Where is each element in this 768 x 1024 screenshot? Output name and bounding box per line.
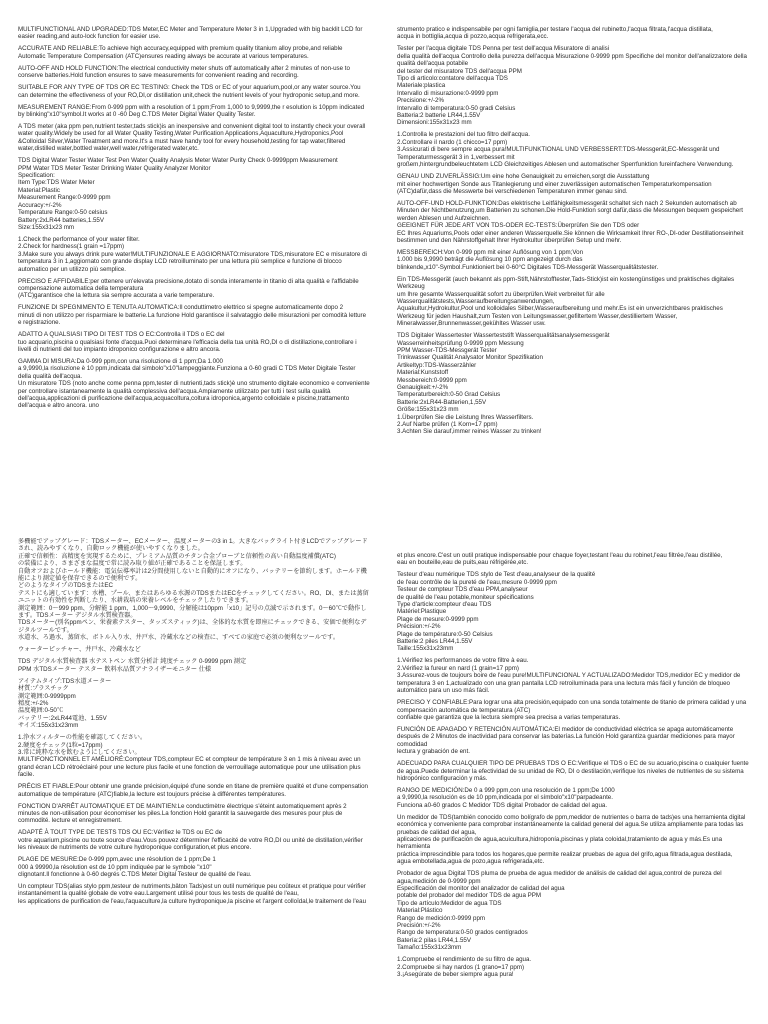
paragraph: TDS Digitaler Wassertester Wasserteststift Wasserqualitätsanalysemessgerät Wasserreinheitsprüfung 0-9999 ppm Messung PPM Wasser-TDS-Messgerät Tester Trinkwasser Qualität Analysator Monitor Spezifikation Artikeltyp:TDS-Wasserzähler Material:Kunststoff Messbereich:0-9999 ppm Genauigkeit:+/-2% Temperaturbereich:0-50 Grad Celsius Batterie:2xLR44-Batterien,1,55V Größe:155x31x23 mm 1.Überprüfen Sie die Leistung Ihres Wasserfilters. 2.Auf Narbe prüfen (1 Korn=17 ppm) 3.Achten Sie darauf,immer reines Wasser zu trinken! [397,332,610,436]
column-bottom-right [397,552,749,1018]
paragraph: MULTIFUNCTIONAL AND UPGRADED:TDS Meter,EC Meter and Temperature Meter 3 in 1,Upgraded with big backlit LCD for easier reading,and auto-lock function for easier use. [18,26,363,41]
column-bottom-left [18,538,370,1018]
paragraph: 1.Controlla le prestazioni del tuo filtro dell'acqua. 2.Controllare il nardo (1 chicco=17 ppm) 3.Assicurati di bere sempre acqua pura!MULTIFUNKTIONAL UND VERBESSERT:TDS-Messgerät,EC-Messgerät und Temperaturmessgerät 3 in 1,verbessert mit großem,hintergrundbeleuchtetem LCD Gleichzeitiges Ablesen und automatischer Sperrfunktion fureinfachere Verwendung. [397,131,734,169]
paragraph: A TDS meter (aka ppm pen,nutrient tester,tads stick)is an inexpensive and convenient digital tool to instantly check your overall water quality.Widely be used for all Water Quality Testing,Water Purification Applications,Aquaculture,Hydroponics,Pool &Colloidal Silver,Water Treatment and more.It's a must have handy tool for every household,testing for tap water,filtered water,distilled water,bottled water,well water,refrigerated water,etc. [18,123,366,153]
paragraph: RANGO DE MEDICIÓN:De 0 a 999 ppm,con una resolución de 1 ppm;De 1000 a 9,9990,la resolución es de 10 ppm,indicada por el símbolo"x10"parpadeante. Funciona a0-60 grados C Medidor TDS digital Probador de calidad del agua. [397,786,615,809]
paragraph: AUTO-OFF AND HOLD FUNCTION:The electrical conductivity meter shuts off automatically after 2 minutes of non-use to conserve batteries.Hold function ensures to save measurements for convenient reading and recording. [18,64,350,80]
column-top-right [397,26,749,526]
paragraph: MEASUREMENT RANGE:From 0-999 ppm with a resolution of 1 ppm;From 1,000 to 9,9999,the r esolution is 10ppm indicated by blinking"x10"symbol.It works at 0 -60 Deg C.TDS Meter Digital Water Quality Tester. [18,103,365,119]
paragraph: ウォーターピッチャー、井戸水、冷蔵水など [18,646,141,654]
paragraph: MESSBEREICH:Von 0-999 ppm mit einer Auflösung von 1 ppm;Von 1.000 bis 9,9990 beträgt die Auflösung 10 ppm angezeigt durch das blinkende„x10"-Symbol.Funktioniert bei 0-60°C Digitales TDS-Messgerät Wasserqualitätstester. [397,248,659,271]
paragraph: Un medidor de TDS(también conocido como bolígrafo de ppm,medidor de nutrientes o barra de tads)es una herramienta digital económica y conveniente para comprobar instantáneamente la calidad general del agua.Se utiliza ampliamente para todas las pruebas de calidad del agua, aplicaciones de purificación de agua,acuicultura,hidroponía,piscinas y plata coloidal,tratamiento de agua y más.Es una herramienta práctica imprescindible para todos los hogares,que permite realizar pruebas de agua del grifo,agua filtrada,agua destilada, agua embotellada,agua de pozo,agua refrigerada,etc. [397,813,746,866]
paragraph: 1.Compruebe el rendimiento de su filtro de agua. 2.Compruebe si hay nardos (1 grano=17 ppm) 3.¡Asegúrate de beber siempre agua pura! [397,956,532,979]
column-top-left [18,26,370,526]
paragraph: ACCURATE AND RELIABLE:To achieve high accuracy,equipped with premium quality titanium alloy probe,and reliable Automatic Temperature Compensation (ATC)ensures reading always be accurate at various temperatures. [18,45,343,60]
paragraph: ADATTO A QUALSIASI TIPO DI TEST TDS O EC:Controlla il TDS o EC del tuo acquario,piscina o qualsiasi fonte d'acqua.Puoi determinare l'efficacia della tua unità RO,DI o di distillazione,controllare i livelli di nutrienti del tuo impianto idroponico configurazione e altro ancora. [18,331,357,353]
paragraph: GAMMA DI MISURA:Da 0-999 ppm,con una risoluzione di 1 ppm;Da 1.000 a 9,9990,la risoluzione è 10 ppm,indicata dal simbolo"x10"lampeggiante.Funziona a 0-60 gradi C TDS Meter Digitale Tester della qualità dell'acqua. Un misuratore TDS (noto anche come penna ppm,tester di nutrienti,tads stick)è uno strumento digitale economico e conveniente per controllare istantaneamente la qualità complessiva dell'acqua.Ampiamente utilizzato per tutti i test sulla qualità dell'acqua,applicazioni di purificazione dell'acqua,acquacoltura,coltura idroponica,argento colloidale e piscine,trattamento dell'acqua e altro ancora. uno [18,357,370,410]
paragraph: 1.Vérifiez les performances de votre filtre à eau. 2.Vérifiez la fureur en nard (1 grain=17 ppm) 3.Assurez-vous de toujours boire de l'eau pure!MULTIFUNCIONAL Y ACTUALIZADO:Medidor TDS,medidor EC y medidor de temperatura 3 en 1,actualizado con una gran pantalla LCD retroiluminada para una lectura más fácil y función de bloqueo automático para un uso más fácil. [397,657,741,695]
paragraph: FONCTION D'ARRÊT AUTOMATIQUE ET DE MAINTIEN:Le conductimètre électrique s'éteint automatiquement après 2 minutes de non-utilisation pour économiser les piles.La fonction Hold garantit la sauvegarde des mesures pour plus de commodité. lecture et enregistrement. [18,802,347,825]
paragraph: PRÉCIS ET FIABLE:Pour obtenir une grande précision,équipé d'une sonde en titane de première qualité et d'une compensation automatique de température (ATC)fiable,la lecture est toujours précise à différentes températures. [18,783,369,798]
paragraph: PRECISO E AFFIDABILE:per ottenere un'elevata precisione,dotato di sonda interamente in titanio di alta qualità e l'affidabile compensazione automatica della temperatura (ATC)garantisce che la lettura sia sempre accurata a varie temperature. [18,277,359,300]
paragraph: Probador de agua Digital TDS pluma de prueba de agua medidor de análisis de calidad del agua,control de pureza del agua,medición de 0-9999 ppm Especificación del monitor del analizador de calidad del agua potable del probador del medidor TDS de agua PPM Tipo de artículo:Medidor de agua TDS Material:Plástico Rango de medición:0-9999 ppm Precisión:+/-2% Rango de temperatura:0-50 grados centígrados Batería:2 pilas LR44,1.55V Tamaño:155x31x23mm [397,870,722,952]
paragraph: AUTO-OFF-UND HOLD-FUNKTION:Das elektrische Leitfähigkeitsmessgerät schaltet sich nach 2 Sekunden automatisch ab Minuten der Nichtbenutzung,um Batterien zu schonen.Die Hold-Funktion sorgt dafür,dass die Messungen bequem gespeichert werden Ablesen und Aufzeichnen. GEEIGNET FÜR JEDE ART VON TDS-ODER EC-TESTS:Überprüfen Sie den TDS oder EC Ihres Aquariums,Pools oder einer anderen Wasserquelle.Sie können die Wirksamkeit Ihrer RO-,DI-oder Destillationseinheit bestimmen und den Nährstoffgehalt Ihrer Hydrokultur überprüfen Setup und mehr. [397,199,744,244]
paragraph: ADAPTÉ À TOUT TYPE DE TESTS TDS OU EC:Vérifiez le TDS ou EC de votre aquarium,piscine ou toute source d'eau.Vous pouvez déterminer l'efficacité de votre RO,DI ou unité de distillation,vérifier les niveaux de nutriments de votre culture hydroponique configuration,et plus encore. [18,829,363,852]
paragraph: Un compteur TDS(alias stylo ppm,testeur de nutriments,bâton Tads)est un outil numérique peu coûteux et pratique pour vérifier instantanément la qualité globale de votre eau.Largement utilisé pour tous les tests de qualité de l'eau, les applications de purification de l'eau,l'aquaculture,la culture hydroponique,la piscine et l'argent colloïdal,le traitement de l'eau [18,883,367,905]
paragraph: 多機能でアップグレード：TDSメーター、ECメーター、温度メーターの3 in 1。大きなバックライト付きLCDでアップグレードされ、読みやすくなり、自動ロック機能が使いやすくなりました。 正確で信頼性：高精度を実現するために、プレミアム品質のチタン合金プローブと信頼性の高い自動温度補償(ATC) の装備により、さまざまな温度で常に読み取り値が正確であることを保証します。 自動オフおよびホールド機能：電気伝導率計は2分間使用しないと自動的にオフになり、バッテリーを節約します。ホールド機能により測定値を保存できるので便利です。 どのようなタイプのTDSまたはEC テストにも適しています：水槽、プール、またはあらゆる水源のTDSまたはECをチェックしてください。RO、DI、または蒸留ユニットの有効性を判断したり、水耕栽培の栄養レベルをチェックしたりできます。 測定範囲：0～999 ppm、分解能 1 ppm、1,000～9,9990、分解能は10ppm「x10」記号の点滅で示されます。0～60℃で動作します。TDSメーター デジタル水質検査器。 TDSメーター(別名ppmペン、栄養素テスター、タッズスティック)は、全体的な水質を即座にチェックできる、安価で便利なデジタルツールです。 水道水、ろ過水、蒸留水、ボトル入り水、井戸水、冷蔵水などの検査に、すべての家庭で必須の便利なツールです。 [18,538,369,642]
paragraph: アイテムタイプ:TDS水道メーター 材質:プラスチック 測定範囲:0-9999ppm 精度:+/-2% 温度範囲:0-50℃ バッテリー:2xLR44電池、1.55V サイズ:155x31x23mm [18,677,112,730]
paragraph: SUITABLE FOR ANY TYPE OF TDS OR EC TESTING: Check the TDS or EC of your aquarium,pool,or any water source.You can determine the effectiveness of your RO,DI,or distillation unit,check the nutrient levels of your hydroponic setup,and more. [18,84,361,99]
paragraph: FUNCIÓN DE APAGADO Y RETENCIÓN AUTOMÁTICA:El medidor de conductividad eléctrica se apaga automáticamente después de 2 Minutos de inactividad para conservar las baterías.La función Hold garantiza guardar mediciones para mayor comodidad lectura y grabación de ent. [397,725,735,756]
paragraph: 1.浄水フィルターの性能を確認してください。 2.硬度をチェック(1粒=17ppm) 3.常に純粋な水を飲むようにしてください。 MULTIFONCTIONNEL ET AMÉLIORÉ:Compteur TDS,compteur EC et compteur de température 3 en 1 mis à niveau avec un grand écran LCD rétroéclairé pour une lecture plus facile et une fonction de verrouillage automatique pour une utilisation plus facile. [18,734,361,779]
paragraph: FUNZIONE DI SPEGNIMENTO E TENUTA AUTOMATICA:Il conduttimetro elettrico si spegne automaticamente dopo 2 minuti di non utilizzo per risparmiare le batterie.La funzione Hold garantisce il salvataggio delle misurazioni per comodità letture e registrazione. [18,304,367,327]
paragraph: TDS Digital Water Tester Water Test Pen Water Quality Analysis Meter Water Purity Check 0-9999ppm Measurement PPM Water TDS Meter Tester Drinking Water Quality Analyzer Monitor Specification: Item Type:TDS Water Meter Material:Plastic Measurement Range:0-9999 ppm Accuracy:+/-2% Temperature Range:0-50 celsius Battery:2xLR44 batteries,1.55V Size:155x31x23 mm [18,157,338,231]
paragraph: Testeur d'eau numérique TDS stylo de Test d'eau,analyseur de la qualité de l'eau contrôle de la pureté de l'eau,mesure 0-9999 ppm Testeur de compteur TDS d'eau PPM,analyseur de qualité de l'eau potable,moniteur spécifications Type d'article:compteur d'eau TDS Matériel:Plastique Plage de mesure:0-9999 ppm Précision:+/-2% Plage de température:0-50 Celsius Batterie:2 piles LR44,1.55V Taille:155x31x23mm [397,571,596,653]
paragraph: ADECUADO PARA CUALQUIER TIPO DE PRUEBAS TDS O EC:Verifique el TDS o EC de su acuario,piscina o cualquier fuente de agua.Puede determinar la efectividad de su unidad de RO, DI o destilación,verifique los niveles de nutrientes de su sistema hidropónico configuración y más. [397,760,749,782]
paragraph: Ein TDS-Messgerät (auch bekannt als ppm-Stift,Nährstofftester,Tads-Stick)ist ein kostengünstiges und praktisches digitales Werkzeug um Ihre gesamte Wasserqualität sofort zu überprüfen.Weit verbreitet für alle Wasserqualitätstests,Wasseraufbereitungsanwendungen, Aquakultur,Hydrokultur,Pool und kolloidales Silber,Wasseraufbereitung und mehr.Es ist ein unverzichtbares praktisches Werkzeug für jeden Haushalt,zum Testen von Leitungswasser,gefiltertem Wasser,destilliertem Wasser, Mineralwasser,Brunnenwasser,gekühltes Wasser usw. [397,275,735,328]
paragraph: GENAU UND ZUVERLÄSSIG:Um eine hohe Genauigkeit zu erreichen,sorgt die Ausstattung mit einer hochwertigen Sonde aus Titanlegierung und einer zuverlässigen automatischen Temperaturkompensation (ATC)dafür,dass die Messwerte bei verschiedenen Temperaturen immer genau sind. [397,173,712,195]
paragraph: et plus encore.C'est un outil pratique indispensable pour chaque foyer,testant l'eau du robinet,l'eau filtrée,l'eau distillée, eau en bouteille,eau de puits,eau réfrigérée,etc. [397,552,723,567]
paragraph: PRECISO Y CONFIABLE:Para lograr una alta precisión,equipado con una sonda totalmente de titanio de primera calidad y una compensación automática de temperatura (ATC) confiable que garantiza que la lectura siempre sea precisa a varias temperaturas. [397,699,747,721]
paragraph: strumento pratico e indispensabile per ogni famiglia,per testare l'acqua del rubinetto,l'acqua filtrata,l'acqua distillata, acqua in bottiglia,acqua di pozzo,acqua refrigerata,ecc. [397,26,713,41]
paragraph: PLAGE DE MESURE:De 0-999 ppm,avec une résolution de 1 ppm;De 1 000 à 99990,la résolution est de 10 ppm indiquée par le symbole "x10" clignotant.Il fonctionne à 0-60 degrés C.TDS Meter Digital Testeur de qualité de l'eau. [18,856,252,878]
paragraph: TDS デジタル水質検査器 水テストペン 水質分析計 純度チェック 0-9999 ppm 測定 PPM 水TDSメーター テスター 飲料水品質アナライザーモニター 仕様 [18,658,247,673]
paragraph: Tester per l'acqua digitale TDS Penna per test dell'acqua Misuratore di analisi della qualità dell'acqua Controllo della purezza dell'acqua Misurazione 0-9999 ppm Specifiche del monitor dell'analizzatore della qualità dell'acqua potabile del tester del misuratore TDS dell'acqua PPM Tipo di articolo:contatore dell'acqua TDS Materiale:plastica Intervallo di misurazione:0-9999 ppm Precisione:+/-2% Intervallo di temperatura:0-50 gradi Celsius Batteria:2 batterie LR44,1.55V Dimensioni:155x31x23 mm [397,45,747,127]
paragraph: 1.Check the performance of your water filter. 2.Check for hardness(1 grain =17ppm) 3.Make sure you always drink pure water!MULTIFUNZIONALE E AGGIORNATO:misuratore TDS,misuratore EC e misuratore di temperatura 3 in 1,aggiornato con grande display LCD retroilluminato per una lettura più semplice e funzione di blocco automatico per un utilizzo più semplice. [18,235,367,273]
